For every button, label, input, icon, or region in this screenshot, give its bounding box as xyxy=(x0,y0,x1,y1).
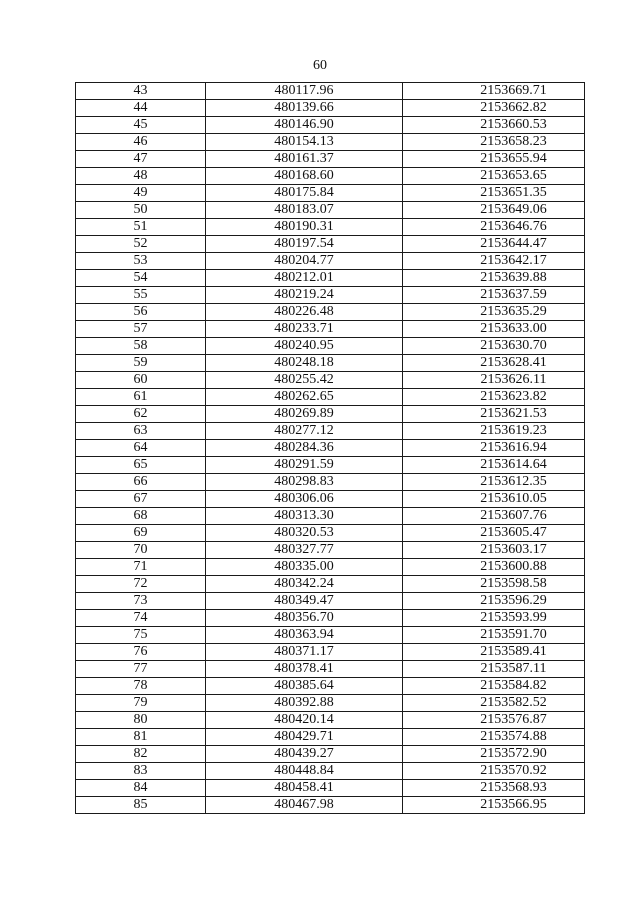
y-coordinate-cell: 2153576.87 xyxy=(403,712,585,729)
table-row xyxy=(76,576,585,593)
y-coordinate-cell: 2153619.23 xyxy=(403,423,585,440)
point-number-cell: 57 xyxy=(76,321,206,338)
point-number-cell: 49 xyxy=(76,185,206,202)
x-coordinate-cell: 480161.37 xyxy=(206,151,403,168)
y-coordinate-cell: 2153630.70 xyxy=(403,338,585,355)
table-row xyxy=(76,780,585,797)
point-number-cell: 81 xyxy=(76,729,206,746)
x-coordinate-cell: 480298.83 xyxy=(206,474,403,491)
table-row xyxy=(76,678,585,695)
x-coordinate-cell: 480385.64 xyxy=(206,678,403,695)
y-coordinate-cell: 2153633.00 xyxy=(403,321,585,338)
x-coordinate-cell: 480320.53 xyxy=(206,525,403,542)
y-coordinate-cell: 2153623.82 xyxy=(403,389,585,406)
coordinates-table xyxy=(75,82,585,814)
y-coordinate-cell: 2153628.41 xyxy=(403,355,585,372)
point-number-cell: 51 xyxy=(76,219,206,236)
x-coordinate-cell: 480204.77 xyxy=(206,253,403,270)
table-row xyxy=(76,661,585,678)
point-number-cell: 73 xyxy=(76,593,206,610)
table-row xyxy=(76,117,585,134)
table-row xyxy=(76,202,585,219)
x-coordinate-cell: 480429.71 xyxy=(206,729,403,746)
x-coordinate-cell: 480284.36 xyxy=(206,440,403,457)
y-coordinate-cell: 2153639.88 xyxy=(403,270,585,287)
point-number-cell: 69 xyxy=(76,525,206,542)
table-row xyxy=(76,168,585,185)
y-coordinate-cell: 2153589.41 xyxy=(403,644,585,661)
y-coordinate-cell: 2153582.52 xyxy=(403,695,585,712)
table-row xyxy=(76,270,585,287)
table-row xyxy=(76,100,585,117)
x-coordinate-cell: 480327.77 xyxy=(206,542,403,559)
y-coordinate-cell: 2153587.11 xyxy=(403,661,585,678)
table-row xyxy=(76,729,585,746)
point-number-cell: 44 xyxy=(76,100,206,117)
y-coordinate-cell: 2153566.95 xyxy=(403,797,585,814)
y-coordinate-cell: 2153651.35 xyxy=(403,185,585,202)
table-row xyxy=(76,83,585,100)
table-row xyxy=(76,185,585,202)
point-number-cell: 53 xyxy=(76,253,206,270)
y-coordinate-cell: 2153570.92 xyxy=(403,763,585,780)
page-number: 60 xyxy=(313,58,327,73)
y-coordinate-cell: 2153626.11 xyxy=(403,372,585,389)
point-number-cell: 79 xyxy=(76,695,206,712)
x-coordinate-cell: 480219.24 xyxy=(206,287,403,304)
table-row xyxy=(76,253,585,270)
table-row xyxy=(76,508,585,525)
x-coordinate-cell: 480233.71 xyxy=(206,321,403,338)
x-coordinate-cell: 480458.41 xyxy=(206,780,403,797)
x-coordinate-cell: 480262.65 xyxy=(206,389,403,406)
table-row xyxy=(76,406,585,423)
point-number-cell: 43 xyxy=(76,83,206,100)
point-number-cell: 80 xyxy=(76,712,206,729)
point-number-cell: 82 xyxy=(76,746,206,763)
x-coordinate-cell: 480349.47 xyxy=(206,593,403,610)
table-row xyxy=(76,219,585,236)
x-coordinate-cell: 480363.94 xyxy=(206,627,403,644)
y-coordinate-cell: 2153591.70 xyxy=(403,627,585,644)
point-number-cell: 83 xyxy=(76,763,206,780)
point-number-cell: 67 xyxy=(76,491,206,508)
point-number-cell: 58 xyxy=(76,338,206,355)
x-coordinate-cell: 480190.31 xyxy=(206,219,403,236)
x-coordinate-cell: 480183.07 xyxy=(206,202,403,219)
x-coordinate-cell: 480255.42 xyxy=(206,372,403,389)
point-number-cell: 61 xyxy=(76,389,206,406)
table-row xyxy=(76,610,585,627)
y-coordinate-cell: 2153642.17 xyxy=(403,253,585,270)
x-coordinate-cell: 480420.14 xyxy=(206,712,403,729)
y-coordinate-cell: 2153649.06 xyxy=(403,202,585,219)
x-coordinate-cell: 480392.88 xyxy=(206,695,403,712)
y-coordinate-cell: 2153568.93 xyxy=(403,780,585,797)
table-row xyxy=(76,763,585,780)
x-coordinate-cell: 480291.59 xyxy=(206,457,403,474)
point-number-cell: 84 xyxy=(76,780,206,797)
y-coordinate-cell: 2153598.58 xyxy=(403,576,585,593)
x-coordinate-cell: 480313.30 xyxy=(206,508,403,525)
table-row xyxy=(76,797,585,814)
point-number-cell: 64 xyxy=(76,440,206,457)
x-coordinate-cell: 480448.84 xyxy=(206,763,403,780)
point-number-cell: 75 xyxy=(76,627,206,644)
point-number-cell: 62 xyxy=(76,406,206,423)
y-coordinate-cell: 2153610.05 xyxy=(403,491,585,508)
y-coordinate-cell: 2153584.82 xyxy=(403,678,585,695)
table-row xyxy=(76,491,585,508)
point-number-cell: 70 xyxy=(76,542,206,559)
x-coordinate-cell: 480335.00 xyxy=(206,559,403,576)
point-number-cell: 77 xyxy=(76,661,206,678)
x-coordinate-cell: 480306.06 xyxy=(206,491,403,508)
table-row xyxy=(76,593,585,610)
x-coordinate-cell: 480356.70 xyxy=(206,610,403,627)
point-number-cell: 48 xyxy=(76,168,206,185)
coordinates-table-body xyxy=(76,83,585,814)
point-number-cell: 47 xyxy=(76,151,206,168)
x-coordinate-cell: 480467.98 xyxy=(206,797,403,814)
table-row xyxy=(76,236,585,253)
x-coordinate-cell: 480175.84 xyxy=(206,185,403,202)
y-coordinate-cell: 2153600.88 xyxy=(403,559,585,576)
table-row xyxy=(76,440,585,457)
point-number-cell: 59 xyxy=(76,355,206,372)
point-number-cell: 65 xyxy=(76,457,206,474)
y-coordinate-cell: 2153637.59 xyxy=(403,287,585,304)
y-coordinate-cell: 2153596.29 xyxy=(403,593,585,610)
x-coordinate-cell: 480168.60 xyxy=(206,168,403,185)
table-row xyxy=(76,746,585,763)
y-coordinate-cell: 2153662.82 xyxy=(403,100,585,117)
point-number-cell: 76 xyxy=(76,644,206,661)
table-row xyxy=(76,304,585,321)
y-coordinate-cell: 2153621.53 xyxy=(403,406,585,423)
x-coordinate-cell: 480371.17 xyxy=(206,644,403,661)
y-coordinate-cell: 2153653.65 xyxy=(403,168,585,185)
y-coordinate-cell: 2153614.64 xyxy=(403,457,585,474)
table-row xyxy=(76,355,585,372)
y-coordinate-cell: 2153603.17 xyxy=(403,542,585,559)
table-row xyxy=(76,134,585,151)
point-number-cell: 55 xyxy=(76,287,206,304)
x-coordinate-cell: 480154.13 xyxy=(206,134,403,151)
y-coordinate-cell: 2153644.47 xyxy=(403,236,585,253)
point-number-cell: 71 xyxy=(76,559,206,576)
table-row xyxy=(76,457,585,474)
y-coordinate-cell: 2153635.29 xyxy=(403,304,585,321)
x-coordinate-cell: 480197.54 xyxy=(206,236,403,253)
table-row xyxy=(76,712,585,729)
point-number-cell: 72 xyxy=(76,576,206,593)
point-number-cell: 56 xyxy=(76,304,206,321)
x-coordinate-cell: 480117.96 xyxy=(206,83,403,100)
y-coordinate-cell: 2153658.23 xyxy=(403,134,585,151)
x-coordinate-cell: 480212.01 xyxy=(206,270,403,287)
table-row xyxy=(76,151,585,168)
point-number-cell: 54 xyxy=(76,270,206,287)
point-number-cell: 78 xyxy=(76,678,206,695)
point-number-cell: 63 xyxy=(76,423,206,440)
table-row xyxy=(76,321,585,338)
x-coordinate-cell: 480146.90 xyxy=(206,117,403,134)
point-number-cell: 60 xyxy=(76,372,206,389)
y-coordinate-cell: 2153572.90 xyxy=(403,746,585,763)
point-number-cell: 66 xyxy=(76,474,206,491)
y-coordinate-cell: 2153593.99 xyxy=(403,610,585,627)
table-row xyxy=(76,644,585,661)
table-row xyxy=(76,372,585,389)
y-coordinate-cell: 2153646.76 xyxy=(403,219,585,236)
table-row xyxy=(76,423,585,440)
table-row xyxy=(76,389,585,406)
point-number-cell: 52 xyxy=(76,236,206,253)
point-number-cell: 74 xyxy=(76,610,206,627)
y-coordinate-cell: 2153574.88 xyxy=(403,729,585,746)
table-row xyxy=(76,695,585,712)
point-number-cell: 45 xyxy=(76,117,206,134)
table-row xyxy=(76,474,585,491)
table-row xyxy=(76,559,585,576)
point-number-cell: 50 xyxy=(76,202,206,219)
x-coordinate-cell: 480248.18 xyxy=(206,355,403,372)
y-coordinate-cell: 2153669.71 xyxy=(403,83,585,100)
y-coordinate-cell: 2153616.94 xyxy=(403,440,585,457)
y-coordinate-cell: 2153607.76 xyxy=(403,508,585,525)
y-coordinate-cell: 2153655.94 xyxy=(403,151,585,168)
table-row xyxy=(76,525,585,542)
y-coordinate-cell: 2153660.53 xyxy=(403,117,585,134)
x-coordinate-cell: 480240.95 xyxy=(206,338,403,355)
x-coordinate-cell: 480342.24 xyxy=(206,576,403,593)
x-coordinate-cell: 480139.66 xyxy=(206,100,403,117)
table-row xyxy=(76,542,585,559)
point-number-cell: 68 xyxy=(76,508,206,525)
point-number-cell: 46 xyxy=(76,134,206,151)
x-coordinate-cell: 480226.48 xyxy=(206,304,403,321)
table-row xyxy=(76,287,585,304)
x-coordinate-cell: 480378.41 xyxy=(206,661,403,678)
point-number-cell: 85 xyxy=(76,797,206,814)
y-coordinate-cell: 2153605.47 xyxy=(403,525,585,542)
table-row xyxy=(76,627,585,644)
x-coordinate-cell: 480439.27 xyxy=(206,746,403,763)
x-coordinate-cell: 480269.89 xyxy=(206,406,403,423)
x-coordinate-cell: 480277.12 xyxy=(206,423,403,440)
table-row xyxy=(76,338,585,355)
y-coordinate-cell: 2153612.35 xyxy=(403,474,585,491)
